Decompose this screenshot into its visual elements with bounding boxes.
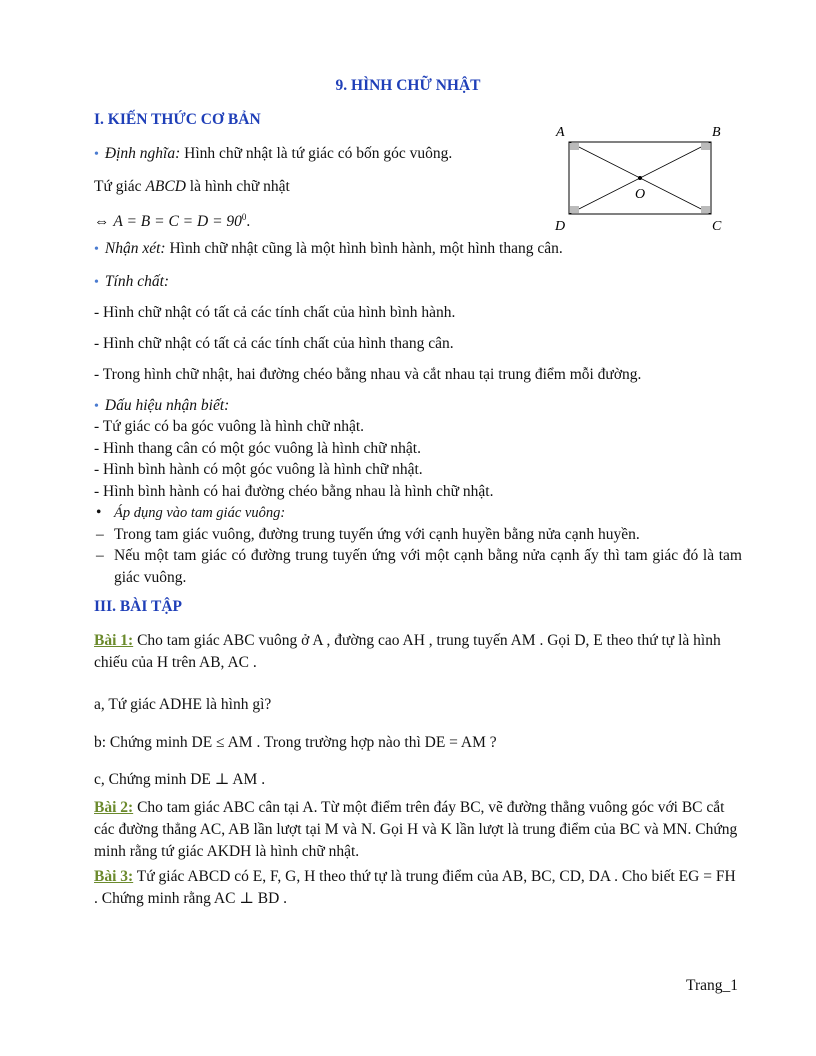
vertex-label-b: B — [712, 125, 721, 140]
vertex-label-a: A — [556, 125, 565, 140]
right-angle-mark-b — [701, 143, 710, 150]
math-abcd: ABCD — [145, 178, 186, 195]
sign-item: - Hình bình hành có hai đường chéo bằng nhau là hình chữ nhật. — [94, 483, 494, 500]
bullet-icon: • — [94, 275, 99, 290]
property-item: - Trong hình chữ nhật, hai đường chéo bằng nhau và cắt nhau tại trung điểm mỗi đường. — [94, 366, 642, 383]
section-heading-exercises: III. BÀI TẬP — [94, 598, 183, 615]
text-fragment: Tứ giác — [94, 178, 146, 195]
definition-text: Hình chữ nhật là tứ giác có bốn góc vuông. — [180, 145, 453, 162]
text-fragment: . — [246, 213, 251, 231]
remark-text: Hình chữ nhật cũng là một hình bình hành, một hình thang cân. — [165, 240, 563, 257]
exercise-3 — [94, 866, 742, 910]
property-item: - Hình chữ nhật có tất cả các tính chất của hình bình hành. — [94, 304, 456, 321]
section-heading-basics: I. KIẾN THỨC CƠ BẢN — [94, 111, 261, 128]
remark-label: Nhận xét: — [104, 240, 166, 257]
equivalence-arrow: ⇔ — [94, 213, 110, 231]
properties-heading — [94, 271, 169, 293]
exercise-2-text: Cho tam giác ABC cân tại A. Từ một điểm trên đáy BC, vẽ đường thẳng vuông góc với BC cắt các đường thẳng AC, AB lần lượt tại M và N. Gọi H và K lần lượt là trung điểm của BC và MN. Chứng minh rằng tứ giác AKDH là hình chữ nhật. — [94, 799, 738, 860]
property-item: - Hình chữ nhật có tất cả các tính chất của hình thang cân. — [94, 335, 454, 352]
sign-item: - Hình thang cân có một góc vuông là hình chữ nhật. — [94, 440, 421, 457]
definition-formula — [94, 207, 250, 232]
definition-label: Định nghĩa: — [104, 145, 181, 162]
formula-angles: A = B = C = D = 90 — [113, 213, 242, 231]
exercise-2 — [94, 797, 742, 863]
apply-item — [96, 545, 742, 589]
signs-label: Dấu hiệu nhận biết: — [104, 397, 230, 414]
exercise-1 — [94, 630, 742, 674]
bullet-icon: • — [96, 504, 102, 521]
page-number: Trang_1 — [686, 977, 738, 994]
apply-text: Nếu một tam giác có đường trung tuyến ứng với một cạnh bằng nửa cạnh ấy thì tam giác đó là tam giác vuông. — [114, 547, 742, 586]
text-fragment: là hình chữ nhật — [185, 178, 290, 195]
dash-marker: – — [96, 547, 104, 564]
right-angle-mark-a — [570, 143, 579, 150]
definition-line — [94, 143, 452, 165]
center-label-o: O — [635, 187, 646, 202]
right-angle-mark-d — [570, 206, 579, 213]
bullet-icon: • — [94, 147, 99, 162]
exercise-1-part-c: c, Chứng minh DE ⊥ AM . — [94, 771, 266, 788]
properties-label: Tính chất: — [104, 273, 170, 290]
signs-heading — [94, 395, 229, 417]
exercise-3-text: Tứ giác ABCD có E, F, G, H theo thứ tự là trung điểm của AB, BC, CD, DA . Cho biết EG = FH . Chứng minh rằng AC ⊥ BD . — [94, 868, 736, 907]
exercise-1-part-a: a, Tứ giác ADHE là hình gì? — [94, 696, 272, 713]
sign-item: - Hình bình hành có một góc vuông là hình chữ nhật. — [94, 461, 423, 478]
apply-heading — [96, 502, 285, 524]
formula-degree: 0 — [241, 212, 247, 222]
center-point-o — [638, 176, 642, 180]
exercise-1-part-b: b: Chứng minh DE ≤ AM . Trong trường hợp nào thì DE = AM ? — [94, 734, 497, 751]
apply-item — [96, 524, 640, 545]
vertex-label-d: D — [555, 219, 566, 234]
right-angle-mark-c — [701, 206, 710, 213]
apply-label: Áp dụng vào tam giác vuông: — [114, 505, 286, 521]
exercise-1-label: Bài 1: — [94, 632, 134, 649]
apply-text: Trong tam giác vuông, đường trung tuyến ứng với cạnh huyền bằng nửa cạnh huyền. — [114, 526, 640, 543]
vertex-label-c: C — [712, 219, 722, 234]
rectangle-figure — [550, 120, 740, 235]
sign-item: - Tứ giác có ba góc vuông là hình chữ nhật. — [94, 418, 365, 435]
remark-line — [94, 238, 563, 260]
exercise-1-text: Cho tam giác ABC vuông ở A , đường cao AH , trung tuyến AM . Gọi D, E theo thứ tự là hình chiếu của H trên AB, AC . — [94, 632, 721, 671]
bullet-icon: • — [94, 242, 99, 257]
bullet-icon: • — [94, 399, 99, 414]
definition-line-2 — [94, 176, 290, 197]
dash-marker: – — [96, 526, 104, 543]
page-title: 9. HÌNH CHỮ NHẬT — [335, 77, 481, 94]
exercise-3-label: Bài 3: — [94, 868, 134, 885]
exercise-2-label: Bài 2: — [94, 799, 134, 816]
